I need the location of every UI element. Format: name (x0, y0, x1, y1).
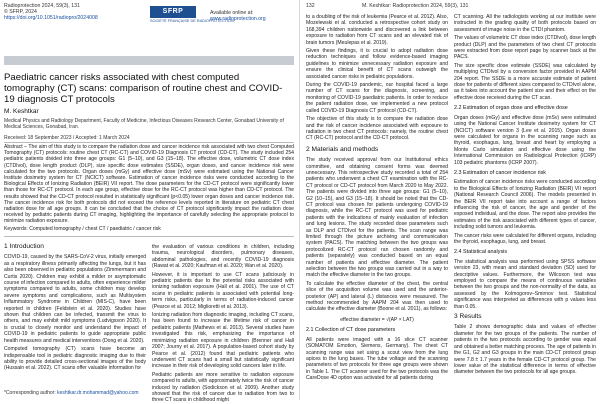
column-left (306, 14, 448, 396)
results-heading: 3 Results (454, 313, 482, 321)
paragraph: COVID-19, caused by the SARS-CoV-2 virus, initially emerged as a respiratory illness primarily affecting the lungs, but it has also been observed in pediatric populations (Zimmermann and Curtis 2020). Children may exhibit a milder or asymptomatic course of infection compared to adults, often experience milder symptoms compared to adults, some children may develop severe symptoms and complications, such as Multisystem Inflammatory Syndrome in Children (MIS-C), have been reported in children (Feldstein et al. 2020). Studies have shown that children can be infected, transmit the virus to others, and may exhibit mild symptoms (Ludvigsson 2020). It is crucial to closely monitor and understand the impact of COVID-19 in pediatric patients to guide appropriate public health measures and medical interventions (Dong et al. 2020). (4, 254, 146, 344)
logo-subtitle: SOCIÉTÉ FRANÇAISE DE RADIOPROTECTION (150, 19, 234, 23)
running-title: M. Keshtkar: Radioprotection 2024, 59(3), 131 (362, 3, 469, 9)
page-number: 132 (306, 3, 315, 9)
paragraph: All patients were imaged with a 16 slice CT scanner (SOMATOM Emotion, Siemens, Germany). The chest CT scanning range was set using a scout view from the lung apices to the lung bases. The tube voltage and the scanning parameters of two protocols for three age groups were shown in Table 1. The CT scanner used for the two protocols was the CareDose 4D option was activated for all patients during (306, 336, 448, 382)
availability (210, 10, 266, 22)
subsection-heading: 2.3 Estimation of cancer incidence risk (454, 169, 546, 176)
footnote (4, 390, 139, 396)
paragraph: Ionizing radiation from diagnostic imaging, including CT scans, has been found to increase the lifetime risk of cancer in pediatric patients (Mathews et al. 2013). Several studies have investigated this risk, emphasizing the importance of minimizing radiation exposure in children (Brenner and Hall 2007; Journy et al. 2017). A population-based cohort study by Pearce et al. (2012) found that pediatric patients who underwent CT scans had a small but statistically significant increase in their risk of developing solid cancers later in life. (152, 312, 294, 370)
paragraph: The values of volumetric CT dose index (CTDIvol), dose length product (DLP) and the parameters of two chest CT protocols were extracted from dose report page by scanner back at the PACS. (454, 35, 596, 61)
affiliation: Medical Physics and Radiology Department, Faculty of Medicine, Infectious Diseases Research Center, Gonabad University of Medical Sciences, Gonabad, Iran. (4, 118, 284, 130)
paragraph: The size specific dose estimate (SSDE) was calculated by multiplying CTDIvol by a conversion factor provided in AAPM 204 report. The SSDE is a more accurate estimate of patient dose for patients of different sizes compared to CTDIvol alone, as it takes into account the patient size and their effect on the effective dose received during the CT scan. (454, 62, 596, 101)
paragraph: During the COVID-19 pandemic, our hospital faced a large number of CT scans for the diagnosis, screening, and monitoring of COVID-19 paediatric patients. In order to reduce the patient radiation dose, we implemented a new protocol called COVID-19 Diagnosis CT protocol (CD-CT). (306, 82, 448, 114)
paragraph: Table 2 shows demographic data and values of effective diameter for the two groups of the patients. The number of patients in the two protocols according to gender was equal and obtained a better matching process. The age of patients in the G1, G2 and G3 groups in the main CD-CT protocol group were 7.8 ± 1.7 years in the female CD-CT protocol group. The lower value of the statistical difference in terms of effective diameter between the two protocols for all age groups. (454, 324, 596, 376)
paper-title: Paediatric cancer risks associated with chest computed tomography (CT) scans: comparison of routine chest and COVID-19 diagnosis CT protocols (4, 72, 283, 105)
paragraph: The study received approval from our Institutional ethics committee, and obtaining consent forms was deemed unnecessary. This retrospective study recorded a total of 254 patients who underwent a chest CT examination with the RC-CT protocol or CD-CT protocol from March 2020 to May 2022. The patients were divided into three age groups: G1 (5–10), G2 (10–15), and G3 (15–18). It should be noted that the CD-CT protocol was chosen for patients undergoing COVID-19 diagnosis, while the RC-CT protocol was used for pediatric patients with the indications of mainly evaluation of infection and lung lesions. The study recorded dose parameters such as DLP and CTDIvol for the patients. The scan range was limited through the picture archiving and communication system (PACS). The matching between the two groups was protocolized RC-CT protocol ran chosen randomly and patients (separately) was conducted based on an equal number of patients and effective diameter. The patient selection between the two groups was carried out in a way to match the effective diameter in the two groups. (306, 157, 448, 279)
subsection-heading: 2.2 Estimation of organ dose and effective dose (454, 105, 568, 112)
author-email[interactable]: keshtkar.dr.mohammad@yahoo.com (57, 390, 139, 396)
journal-line: Radioprotection 2024, 59(3), 131 (4, 3, 80, 9)
available-label: Available online at: (210, 10, 254, 16)
column-right (454, 14, 596, 396)
paragraph: to a doubling of the risk of leukemia (Pearce et al. 2012). Also, Mozelewski et al. conducted a retrospective cohort study on 168,394 children nationwide and discovered a link between exposure to radiation from CT scans and an elevated risk of brain tumors (Meulepas et al. 2019). (306, 14, 448, 46)
intro-column-right (152, 244, 294, 404)
equation: effective diameter = √(AP × LAT) (340, 316, 414, 323)
keywords: Keywords: Computed tomography / chest CT / paediatric / cancer risk (4, 226, 161, 232)
paragraph: Computed tomography (CT) scans have become an indispensable tool in pediatric diagnostic imaging due to their ability to provide detailed cross-sectional images of the body (Hussain et al. 2022). CT scans offer valuable information for (4, 346, 146, 372)
paragraph: The cancer risks were calculated for different organs, including the thyroid, esophagus, lung, and breast. (454, 232, 596, 245)
paragraph: However, it is important to use CT scans judiciously in pediatric patients due to the potential risks associated with ionizing radiation exposure (Hall et al. 2001). The use of CT scans in pediatric patients is associated with potential long-term risks, particularly in terms of radiation-induced cancer (Pearce et al. 2012; Miglioretti et al. 2013). (152, 271, 294, 310)
intro-heading: 1 Introduction (4, 243, 44, 250)
article-label: Article (8, 65, 24, 71)
paragraph: Pediatric patients are more sensitive to radiation exposure compared to adults, with approximately twice the risk of cancer induced by radiation (Sodickson et al. 2009). Another study showed that the risk of cancer due to radiation from two to three CT scans in childhood might (152, 371, 294, 404)
divider-top (4, 142, 294, 143)
page-divider (299, 0, 300, 400)
paragraph: the evaluation of various conditions in children, including trauma, neurological disorders, pulmonary diseases, abdominal pathologies, and recently COVID-19 diagnosis (Rawat et al. 2020; Kaufman et al. 2020; Wan et al. 2020). (152, 244, 294, 270)
paragraph: Estimation of cancer incidence risks were conducted according to the Biological Effects of Ionizing Radiation (BEIR) VII report (National Research Council 2006). The models presented in the BEIR VII report take into account a range of factors influencing the risk of cancer, the age and gender of the exposed individual, and the dose. The report also provides the estimates of the risk associated with different types of cancer, including solid tumors and leukemia. (454, 179, 596, 231)
paragraph: Organ doses (mGy) and effective dose (mSv) were estimated using the National Cancer Institute dosimetry system for CT (NCICT) software version 3 (Lee et al. 2015). Organ doses were calculated for organs in the scanning range such as thyroid, esophagus, lung, breast and heart by employing a Monte Carlo simulation and effective dose using the International Commission on Radiological Protection (ICRP) 103 pediatric phantoms (ICRP 2007). (454, 114, 596, 166)
doi-link[interactable]: https://doi.org/10.1051/radiopro/2024008 (4, 15, 98, 21)
article-type-bar (4, 56, 294, 71)
abstract: Abstract – The aim of this study is to compare the radiation dose and cancer incidence risk associated with two chest Computed Tomography (CT) protocols: routine chest CT (RC-CT) and COVID-19 Diagnosis CT protocol (CD-CT). The study included 254 pediatric patients divided into three age groups: G1 (5–10), and G3 (15–18). The effective dose, volumetric CT dose index (CTDIvol), dose length product (DLP), size specific dose estimates (SSDE), organ doses, and cancer incidence risk were calculated for the two protocols. Organ doses (mGy) and effective dose (mSv) were estimated using the National Cancer Institute dosimetry system for CT (NCICT) software. Estimation of cancer incidence risks were conducted according to the Biological Effects of Ionizing Radiation (BEIR) VII report. The dose parameters for the CD-CT protocol were significantly lower than those for RC-CT protocol. In each age group, effective dose for the RC-CT protocol was higher than CD-CT protocol. The results showed that the CD-CT protocol resulted in statistically significant (p<0.05) lower organ doses and cancer incidence risk. The cancer incidence risk for both protocols did not exceed the reference levels reported in literature on pediatric CT chest radiation dose for all age groups. It can be concluded that the choice of CT protocol significantly impact the radiation dose received by pediatric patients during CT imaging, highlighting the importance of carefully selecting the appropriate protocol to minimize radiation exposure. (4, 144, 294, 225)
paragraph: The objective of this study is to compare the radiation dose and the risk of cancer incidence associated with exposure to radiation in two chest CT protocols: namely, the routine chest CT (RC-CT) protocol and the CD-CT protocol. (306, 116, 448, 142)
paragraph: Given these findings, it is crucial to adopt radiation dose reduction techniques and follow evidence-based imaging guidelines to minimize unnecessary radiation exposure and ensure the clinical benefit of CT scans outweigh the associated cancer risks in pediatric populations. (306, 48, 448, 80)
received-dates: Received: 18 September 2023 / Accepted: 1 March 2024 (4, 135, 130, 141)
intro-column-left (4, 244, 146, 386)
footnote-label: *Corresponding author: (4, 390, 56, 396)
paragraph: The statistical analysis was performed using SPSS software version 23, with mean and standard deviation (SD) used for descriptive values. Furthermore, the Wilcoxon test was employed to compare the means of continuous variables between the two groups and the non-normality of the data, as assessed by the Kolmogorov–Smirnov test. Statistical significance was interpreted as differences with p values less than 0.05. (454, 258, 596, 310)
journal-url[interactable]: www.radioprotection.org (210, 16, 266, 22)
subsection-heading: 2.4 Statistical analysis (454, 249, 508, 256)
subsection-heading: 2.1 Collection of CT dose parameters (306, 327, 396, 334)
page-left (0, 0, 298, 404)
author-name: M. Keshtkar (4, 108, 39, 115)
logo-text: SFRP (150, 6, 196, 18)
page-right (302, 0, 600, 400)
methods-heading: 2 Materials and methods (306, 145, 379, 153)
paragraph: CT scanning. All the radiologists working at our institute were instructed in the grading quality of both protocols based on assessment of image noise in the CTDI phantom. (454, 14, 596, 33)
journal-line: © SFRP, 2024 (4, 9, 37, 15)
paragraph: To calculate the effective diameter of the chest, the central slice of the acquisition volume was used and the anterior-posterior (AP) and lateral (L) distances were measured. The method recommended by AAPM 204 was then used to calculate the effective diameter (Boone et al. 2011), as follows: (306, 280, 448, 313)
divider-bottom (4, 236, 294, 237)
journal-meta (4, 3, 98, 21)
